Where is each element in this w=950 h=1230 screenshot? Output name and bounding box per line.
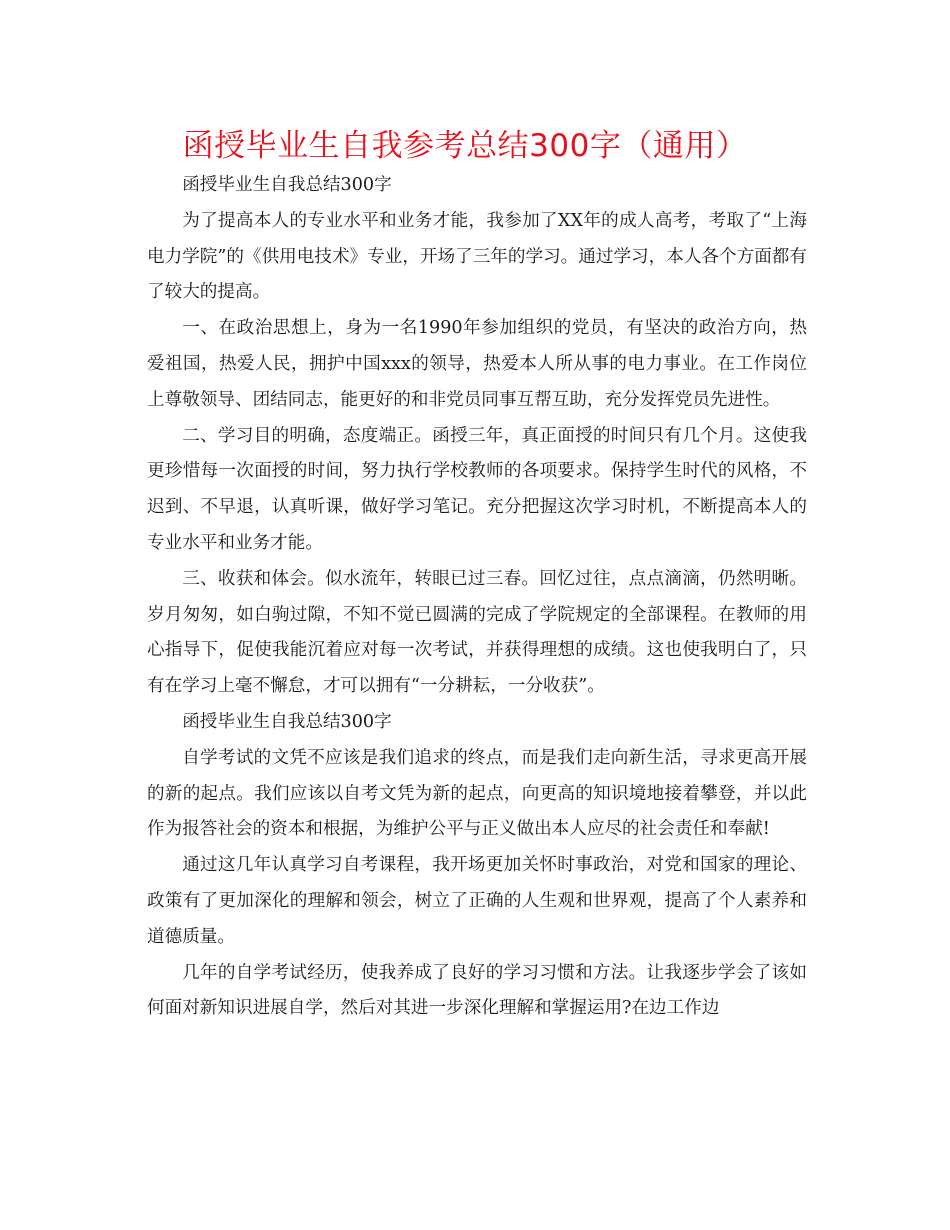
paragraph: 一、在政治思想上，身为一名1990年参加组织的党员，有坚决的政治方向，热爱祖国，热爱人民，拥护中国xxx的领导，热爱本人所从事的电力事业。在工作岗位上尊敬领导、团结同志，能更好的和非党员同事互帮互助，充分发挥党员先进性。 [147,318,807,410]
document-title: 函授毕业生自我参考总结300字（通用） [182,128,748,164]
section-heading: 函授毕业生自我总结300字 [182,711,392,732]
paragraph: 为了提高本人的专业水平和业务才能，我参加了XX年的成人高考，考取了“上海电力学院”的《供用电技术》专业，开场了三年的学习。通过学习，本人各个方面都有了较大的提高。 [147,210,807,303]
paragraph: 三、收获和体会。似水流年，转眼已过三春。回忆过往，点点滴滴，仍然明晰。岁月匆匆，如白驹过隙，不知不觉已圆满的完成了学院规定的全部课程。在教师的用心指导下，促使我能沉着应对每一次考试，并获得理想的成绩。这也使我明白了，只有在学习上毫不懈怠，才可以拥有“一分耕耘，一分收获”。 [147,568,807,697]
section-heading: 函授毕业生自我总结300字 [182,175,392,195]
paragraph: 自学考试的文凭不应该是我们追求的终点，而是我们走向新生活，寻求更高开展的新的起点。我们应该以自考文凭为新的起点，向更高的知识境地接着攀登，并以此作为报答社会的资本和根据，为维护公平与正义做出本人应尽的社会责任和奉献! [147,747,807,840]
paragraph: 二、学习目的明确，态度端正。函授三年，真正面授的时间只有几个月。这使我更珍惜每一次面授的时间，努力执行学校教师的各项要求。保持学生时代的风格，不迟到、不早退，认真听课，做好学习笔记。充分把握这次学习时机，不断提高本人的专业水平和业务才能。 [147,425,807,553]
document-body [147,168,807,1027]
paragraph: 几年的自学考试经历，使我养成了良好的学习习惯和方法。让我逐步学会了该如何面对新知识进展自学，然后对其进一步深化理解和掌握运用?在边工作边 [147,962,807,1019]
paragraph: 通过这几年认真学习自考课程，我开场更加关怀时事政治，对党和国家的理论、政策有了更加深化的理解和领会，树立了正确的人生观和世界观，提高了个人素养和道德质量。 [147,855,807,947]
